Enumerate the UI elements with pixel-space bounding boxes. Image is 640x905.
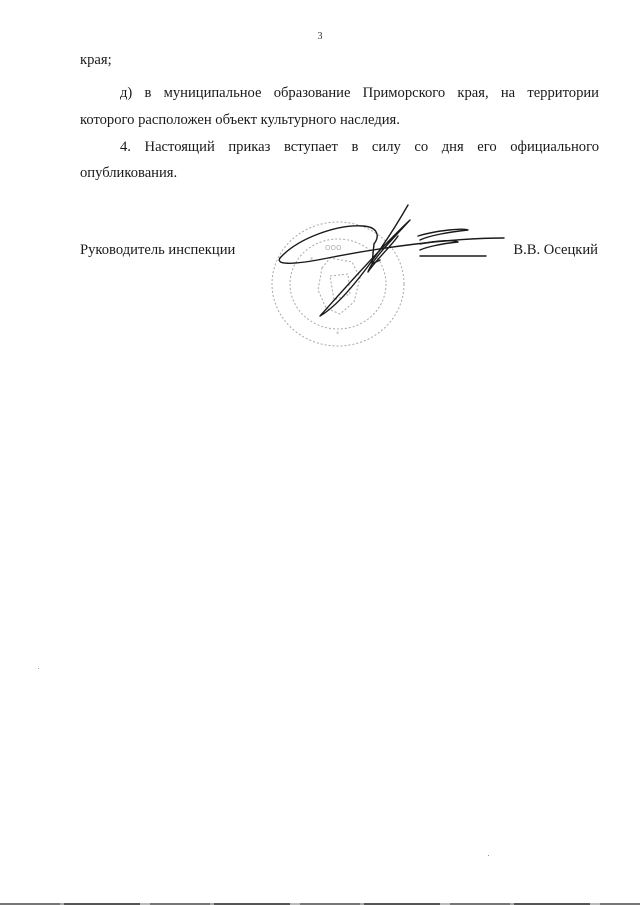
page-number: 3 xyxy=(317,31,323,42)
paragraph-item-d-line2: которого расположен объект культурного наследия. xyxy=(80,112,400,128)
svg-text:ООО: ООО xyxy=(325,244,342,252)
signatory-name: В.В. Осецкий xyxy=(513,242,598,258)
scan-speck xyxy=(488,855,489,856)
signature-icon xyxy=(268,200,508,355)
paragraph-item-4-line1: 4. Настоящий приказ вступает в силу со дня его официального xyxy=(120,139,599,155)
svg-text:*: * xyxy=(310,256,314,264)
scan-speck xyxy=(38,668,39,669)
paragraph-item-4-line2: опубликования. xyxy=(80,165,178,181)
paragraph-continuation: края; xyxy=(80,52,112,68)
signatory-position: Руководитель инспекции xyxy=(80,242,236,258)
paragraph-item-d-line1: д) в муниципальное образование Приморского края, на территории xyxy=(120,85,599,101)
svg-text:*: * xyxy=(336,330,340,338)
